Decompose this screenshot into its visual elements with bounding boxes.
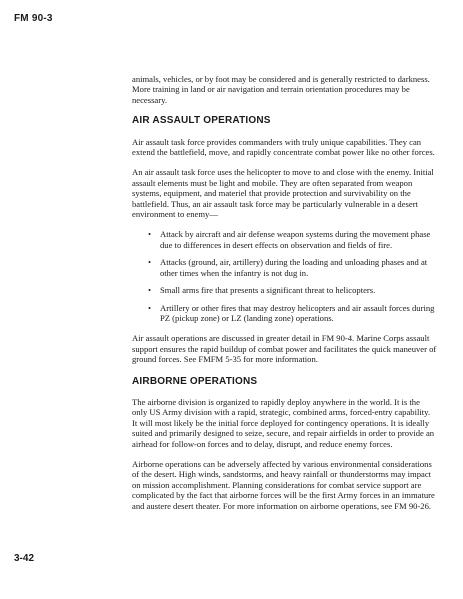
threat-list <box>132 229 437 323</box>
threat-item: • Artillery or other fires that may destroy helicopters and air assault forces during PZ (pickup zone) or LZ (landing zone) operations. <box>148 303 437 324</box>
air-assault-paragraph-3: Air assault operations are discussed in greater detail in FM 90-4. Marine Corps assault support ensures the rapid buildup of combat power and facilitates the quick maneuver of ground forces. See FMFM 5-35 for more information. <box>132 333 437 365</box>
page-number: 3-42 <box>14 553 35 564</box>
document-id: FM 90-3 <box>14 13 53 24</box>
airborne-paragraph-2: Airborne operations can be adversely affected by various environmental considerations of the desert. High winds, sandstorms, and heavy rainfall or thunderstorms may impact on mission accomplishment. Planning considerations for combat service support are complicated by the fact that airborne forces will be the first Army forces in an immature and austere desert theater. For more information on airborne operations, see FM 90-26. <box>132 458 435 511</box>
threat-item: • Attacks (ground, air, artillery) during the loading and unloading phases and at other times when the infantry is not dug in. <box>148 257 437 278</box>
threat-item: • Small arms fire that presents a significant threat to helicopters. <box>148 285 437 295</box>
intro-paragraph: animals, vehicles, or by foot may be considered and is generally restricted to darkness. More training in land or air navigation and terrain orientation procedures may be necessary. <box>132 74 430 105</box>
airborne-paragraph-1: The airborne division is organized to rapidly deploy anywhere in the world. It is the only US Army division with a rapid, strategic, combined arms, forced-entry capability. It will most likely be the initial force deployed for contingency operations. It is ideally suited and primarily designed to seize, secure, and repair airfields in order to provide an airhead for follow-on forces and to delay, disrupt, and reduce enemy forces. <box>132 396 435 449</box>
airborne-heading: AIRBORNE OPERATIONS <box>132 375 258 387</box>
air-assault-paragraph-2: An air assault task force uses the helicopter to move to and close with the enemy. Initial assault elements must be light and mobile. They are often separated from weapon systems, equipment, and materiel that provide protection and survivability on the battlefield. Thus, an air assault task force may be particularly vulnerable in a desert environment to enemy— <box>132 167 434 220</box>
page-content <box>132 74 437 521</box>
air-assault-heading: AIR ASSAULT OPERATIONS <box>132 115 271 127</box>
air-assault-paragraph-1: Air assault task force provides commanders with truly unique capabilities. They can extend the battlefield, move, and rapidly concentrate combat power like no other forces. <box>132 136 435 158</box>
threat-item: • Attack by aircraft and air defense weapon systems during the movement phase due to differences in desert effects on observation and fields of fire. <box>148 229 437 250</box>
